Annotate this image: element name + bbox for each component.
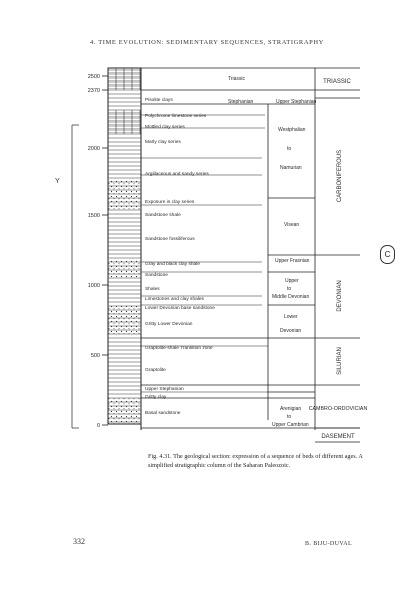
depth-label: 2370	[87, 88, 100, 94]
running-author: B. BIJU-DUVAL	[305, 541, 353, 547]
lithology-label: Gray and black clay shale	[145, 262, 200, 267]
lithology-label: Mottled clay series	[145, 125, 185, 130]
system-label: DEVONIAN	[337, 280, 343, 312]
y-axis-label: Y	[55, 178, 60, 185]
age-label: to	[287, 146, 292, 152]
system-label: CARBONIFEROUS	[337, 149, 343, 203]
depth-label: 0	[96, 423, 100, 429]
lithology-label: Graptolite-shale Transition zone	[145, 346, 213, 351]
lithology-label: Limestones and clay shales	[145, 297, 204, 302]
lithology-label: Argillaceous and sandy series	[145, 172, 209, 177]
figure-part-marker: C	[380, 245, 395, 264]
age-label: to	[287, 286, 292, 292]
depth-label: 2000	[87, 146, 100, 152]
depth-label: 1000	[87, 283, 100, 289]
figure-caption: Fig. 4.31. The geological section: expression of a sequence of beds of different ages. A simplified stratigraphic column of the Saharan Paleozoic.	[148, 453, 363, 469]
system-label: DASEMENT	[321, 434, 355, 440]
lithology-label: Lower Devonian base sandstone	[145, 306, 215, 311]
page-number: 332	[73, 537, 85, 546]
age-label: Upper Cambrian	[272, 422, 309, 428]
age-label: Upper	[285, 278, 299, 284]
age-label: Arenigian	[280, 406, 302, 412]
lithology-label: Sandstone shale	[145, 213, 181, 218]
lithology-label: Exposure in clay series	[145, 200, 195, 205]
lithology-label: Pisolite clays	[145, 98, 173, 103]
age-label: to	[287, 414, 292, 420]
system-label: CAMBRO-ORDOVICIAN	[308, 406, 368, 412]
lithology-label: Basal sandstone	[145, 411, 181, 416]
age-label: Namurian	[280, 165, 302, 171]
lithology-label: Sandstone	[145, 273, 168, 278]
age-label: Devonian	[280, 328, 302, 334]
depth-label: 1500	[87, 213, 100, 219]
age-label: Westphalian	[278, 127, 306, 133]
depth-label: 2500	[87, 74, 100, 80]
age-label: Upper Stephanian	[276, 99, 317, 105]
age-label: Upper Frasnian	[275, 258, 310, 264]
age-label: Triassic	[228, 76, 246, 82]
age-label: Middle Devonian	[272, 294, 310, 300]
lithology-label: Graptolite	[145, 368, 166, 373]
lithology-label: Gritty Lower Devonian	[145, 322, 193, 327]
lithology-label: Polychrome limestone series	[145, 114, 207, 119]
age-label: Stephanian	[228, 99, 254, 105]
system-label: TRIASSIC	[323, 79, 351, 85]
age-label: Lower	[284, 314, 298, 320]
depth-label: 500	[90, 353, 100, 359]
lithology-label: Shales	[145, 287, 160, 292]
lithology-label: Marly clay series	[145, 140, 181, 145]
running-header: 4. TIME EVOLUTION: SEDIMENTARY SEQUENCES, STRATIGRAPHY	[90, 39, 324, 46]
lithology-column	[108, 68, 141, 430]
system-label: SILURIAN	[337, 347, 343, 375]
lithology-label: Gritty clay	[145, 395, 167, 400]
age-label: Visean	[284, 222, 300, 228]
lithology-label: Upper Stephanian	[145, 387, 184, 392]
lithology-label: Sandstone fossiliferous	[145, 237, 195, 242]
